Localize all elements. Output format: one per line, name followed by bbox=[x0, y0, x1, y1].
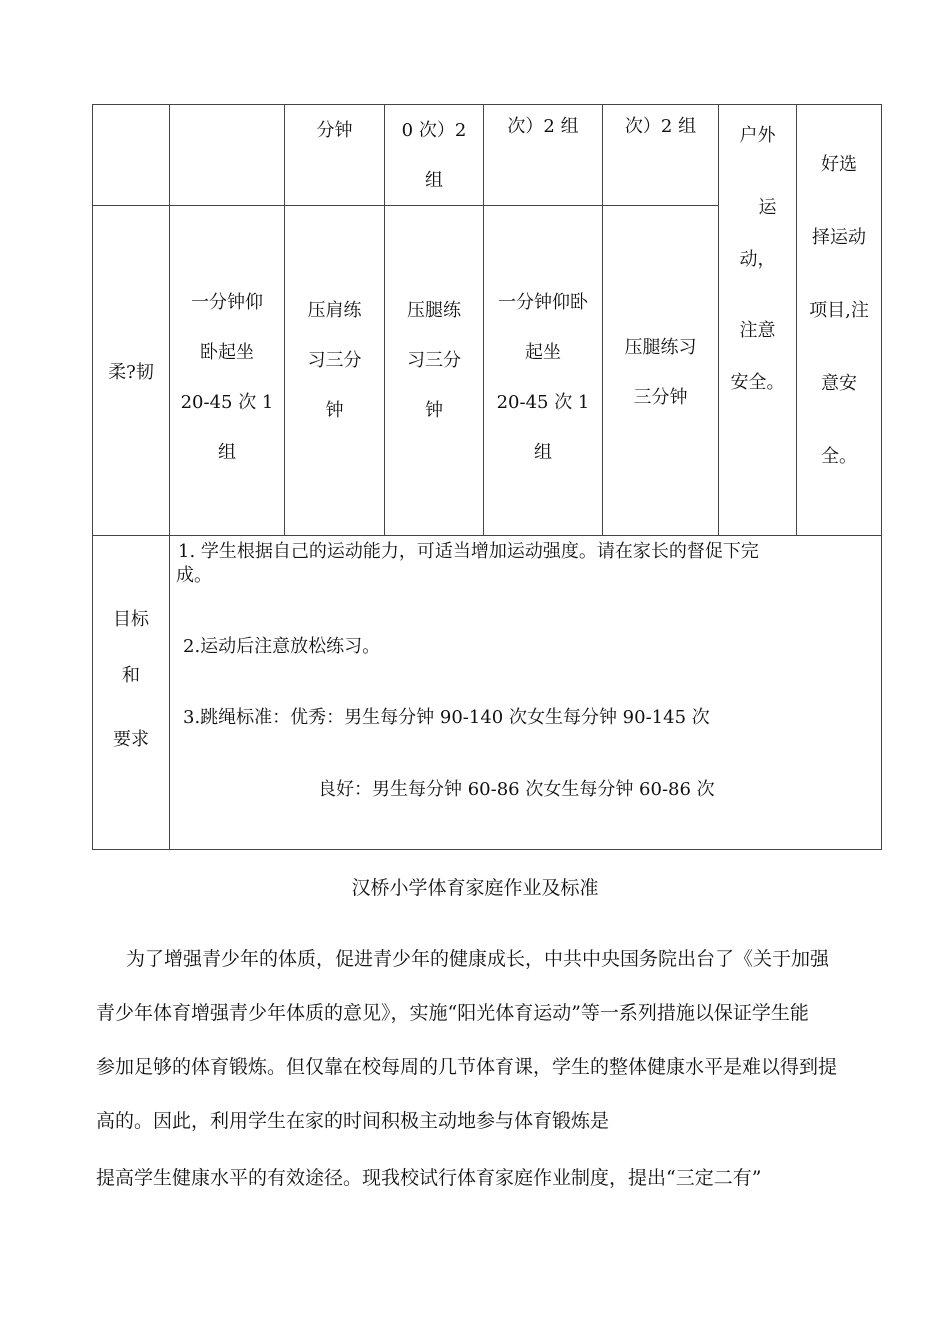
paragraph-line: 提高学生健康水平的有效途径。现我校试行体育家庭作业制度，提出“三定二有” bbox=[96, 1167, 762, 1189]
cell-text: 0 次）2 bbox=[401, 120, 467, 141]
cell-text: 钟 bbox=[325, 400, 344, 421]
requirement-item-3: 3.跳绳标准：优秀：男生每分钟 90-140 次女生每分钟 90-145 次 bbox=[183, 707, 710, 728]
cell-text: 习三分 bbox=[407, 350, 461, 371]
cell-text: 组 bbox=[534, 442, 552, 463]
cell-text: 三分钟 bbox=[633, 387, 688, 408]
top-row-cell-5 bbox=[484, 102, 602, 152]
requirement-item-1-cont: 成。 bbox=[176, 565, 212, 586]
cell-text: 压腿练 bbox=[407, 300, 461, 321]
cell-text: 组 bbox=[425, 170, 443, 191]
note-text: 注意 bbox=[739, 320, 776, 341]
row-label-text: 柔?韧 bbox=[108, 362, 154, 383]
paragraph-line: 为了增强青少年的体质，促进青少年的健康成长，中共中央国务院出台了《关于加强 bbox=[88, 948, 830, 970]
flexibility-label bbox=[93, 348, 169, 398]
requirement-item-3-good: 良好：男生每分钟 60-86 次女生每分钟 60-86 次 bbox=[318, 779, 715, 800]
cell-text: 卧起坐 bbox=[200, 342, 254, 363]
table-border-right bbox=[881, 104, 882, 850]
paragraph-line: 参加足够的体育锻炼。但仅靠在校每周的几节体育课，学生的整体健康水平是难以得到提 bbox=[96, 1056, 838, 1078]
flex-cell-6 bbox=[603, 323, 718, 423]
cell-text: 压肩练 bbox=[307, 300, 362, 321]
note-text: 择运动 bbox=[812, 227, 866, 248]
note-text: 安全。 bbox=[730, 372, 785, 393]
flex-cell-4 bbox=[385, 286, 483, 436]
cell-text: 分钟 bbox=[316, 120, 353, 141]
label-text: 和 bbox=[122, 665, 140, 686]
cell-text: 组 bbox=[218, 442, 236, 463]
requirement-item-2: 2.运动后注意放松练习。 bbox=[183, 636, 381, 657]
note-text: 项目,注 bbox=[809, 300, 869, 321]
cell-text: 20-45 次 1 bbox=[180, 392, 274, 413]
top-row-cell-3 bbox=[285, 106, 384, 156]
note-text: 意安 bbox=[821, 373, 857, 394]
note-text: 全。 bbox=[821, 446, 857, 467]
flex-cell-2 bbox=[170, 278, 284, 478]
note-text: 户外 bbox=[739, 125, 776, 146]
cell-text: 次）2 组 bbox=[507, 116, 579, 137]
top-row-cell-4 bbox=[385, 106, 483, 206]
paragraph-line: 青少年体育增强青少年体质的意见》，实施“阳光体育运动”等一系列措施以保证学生能 bbox=[96, 1002, 809, 1024]
flex-cell-5 bbox=[484, 278, 602, 478]
select-safety-note bbox=[797, 128, 881, 493]
cell-text: 钟 bbox=[425, 400, 443, 421]
cell-text: 起坐 bbox=[525, 342, 561, 363]
note-text: 好选 bbox=[821, 154, 857, 175]
column-divider bbox=[602, 104, 603, 536]
table-border-bottom bbox=[92, 849, 882, 850]
cell-text: 一分钟仰卧 bbox=[498, 292, 588, 313]
label-text: 目标 bbox=[113, 609, 149, 630]
note-text: 运 bbox=[758, 197, 777, 218]
flex-cell-3 bbox=[285, 286, 384, 436]
top-row-cell-6 bbox=[603, 102, 718, 152]
cell-text: 次）2 组 bbox=[624, 116, 697, 137]
document-title: 汉桥小学体育家庭作业及标准 bbox=[351, 877, 599, 899]
cell-text: 一分钟仰 bbox=[191, 292, 263, 313]
cell-text: 压腿练习 bbox=[624, 337, 697, 358]
label-text: 要求 bbox=[113, 729, 149, 750]
requirements-label bbox=[93, 592, 169, 768]
requirement-item-1: 1. 学生根据自己的运动能力，可适当增加运动强度。请在家长的督促下完 bbox=[178, 541, 759, 562]
row-divider bbox=[92, 535, 882, 536]
note-text: 动， bbox=[739, 249, 776, 270]
outdoor-safety-note bbox=[719, 110, 796, 409]
cell-text: 20-45 次 1 bbox=[496, 392, 590, 413]
paragraph-line: 高的。因此，利用学生在家的时间积极主动地参与体育锻炼是 bbox=[96, 1110, 610, 1132]
cell-text: 习三分 bbox=[307, 350, 362, 371]
intro-paragraph bbox=[88, 932, 886, 1205]
